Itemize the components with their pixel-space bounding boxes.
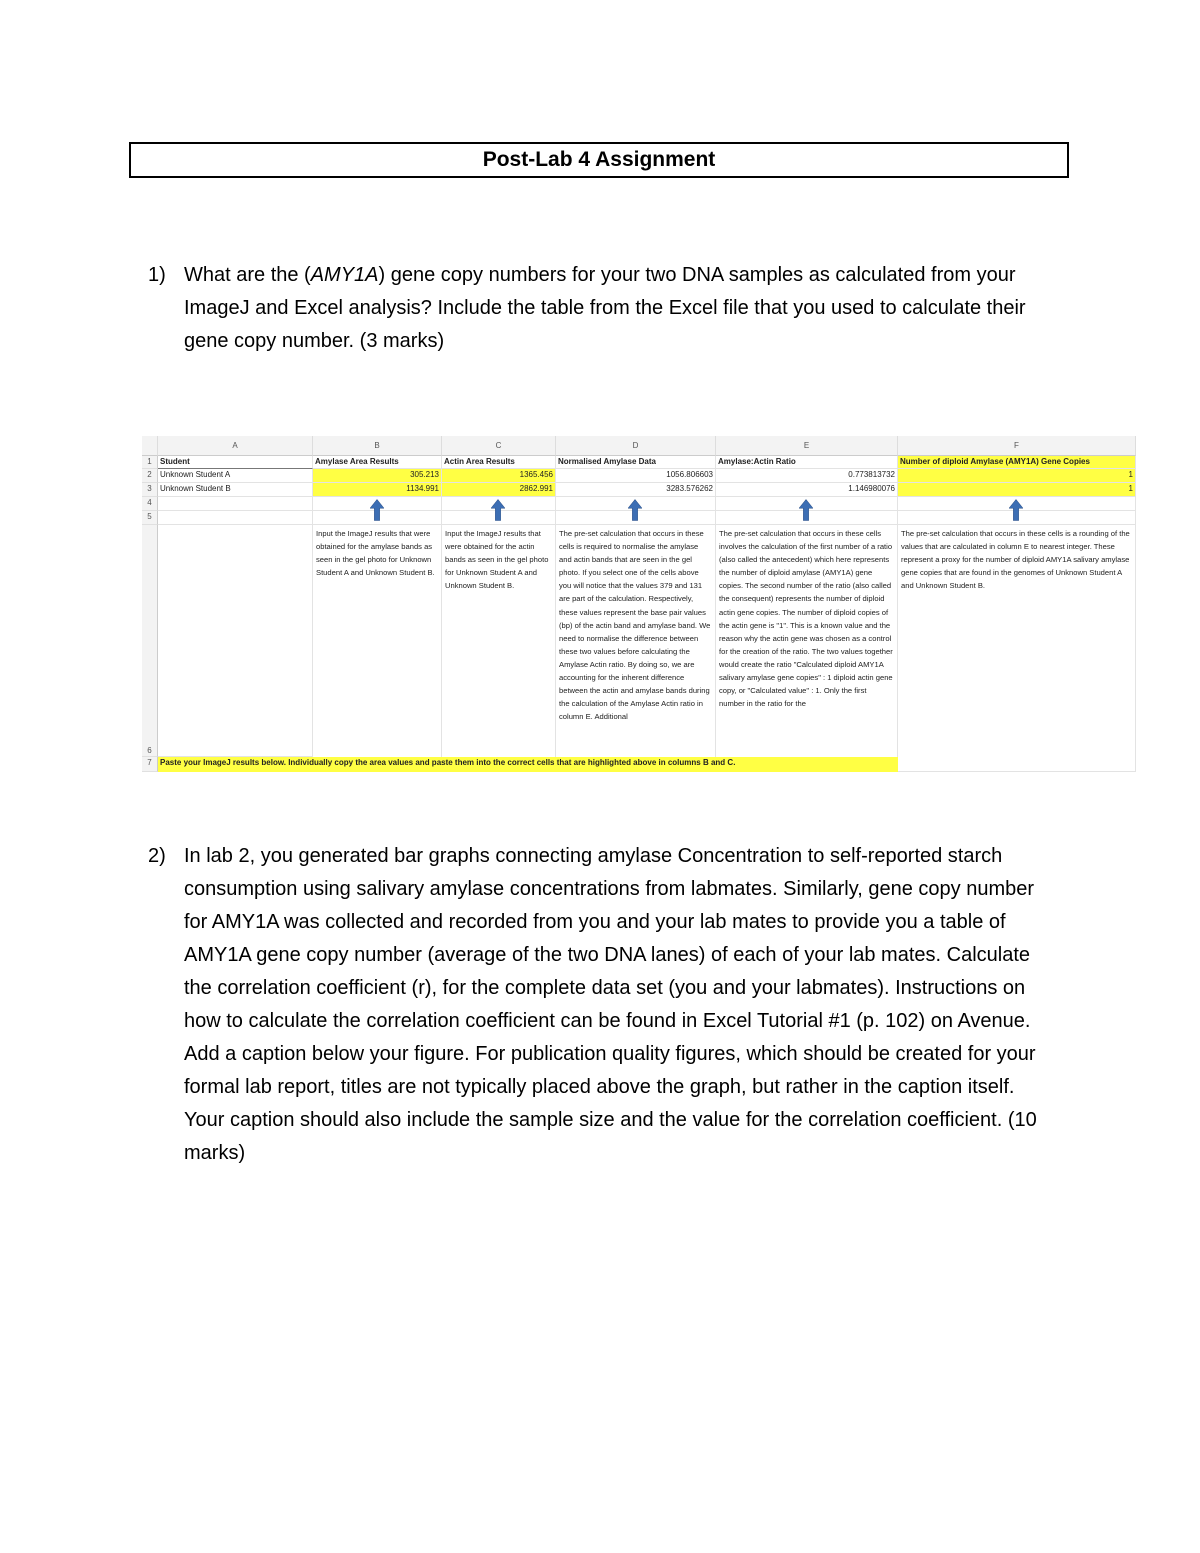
table-cell[interactable]: 1134.991 <box>313 483 442 497</box>
question-2 <box>148 840 1058 1170</box>
empty-cell[interactable] <box>158 525 313 757</box>
column-header-a[interactable]: A <box>158 436 313 456</box>
row-number[interactable]: 2 <box>142 469 158 483</box>
question-number: 1) <box>148 264 166 286</box>
up-arrow-icon <box>491 499 505 521</box>
row-number[interactable]: 3 <box>142 483 158 497</box>
column-header-f[interactable]: F <box>898 436 1136 456</box>
question-number: 2) <box>148 845 166 867</box>
empty-cell[interactable] <box>898 757 1136 772</box>
table-cell[interactable]: 1056.806603 <box>556 469 716 483</box>
description-cell[interactable]: Input the ImageJ results that were obtained for the amylase bands as seen in the gel photo for Unknown Student A and Unknown Student B. <box>313 525 442 757</box>
spreadsheet-screenshot <box>142 436 1136 772</box>
up-arrow-icon <box>1009 499 1023 521</box>
header-cell[interactable]: Student <box>158 456 313 469</box>
column-header-b[interactable]: B <box>313 436 442 456</box>
column-header-e[interactable]: E <box>716 436 898 456</box>
description-cell[interactable]: The pre-set calculation that occurs in these cells involves the calculation of the first number of a ratio (also called the antecedent) which here represents the number of diploid amylase (AMY1A) gene copies. The second number of the ratio (also called the consequent) represents the number of diploid actin gene copies. The number of diploid copies of the actin gene is "1". This is a known value and the reason why the actin gene was chosen as a control for the creation of the ratio. The two values together would create the ratio "Calculated diploid AMY1A salivary amylase gene copies" : 1 diploid actin gene copy, or "Calculated value" : 1. Only the first number in the ratio for the <box>716 525 898 757</box>
header-cell[interactable]: Amylase Area Results <box>313 456 442 469</box>
row-number[interactable]: 4 <box>142 497 158 511</box>
table-cell[interactable]: 2862.991 <box>442 483 556 497</box>
empty-cell[interactable] <box>158 511 313 525</box>
description-cell[interactable]: Input the ImageJ results that were obtained for the actin bands as seen in the gel photo for Unknown Student A and Unknown Student B. <box>442 525 556 757</box>
question-text: In lab 2, you generated bar graphs connecting amylase Concentration to self-reported starch consumption using salivary amylase concentrations from labmates. Similarly, gene copy number for AMY1A was collected and recorded from you and your lab mates to provide you a table of AMY1A gene copy number (average of the two DNA lanes) of each of your lab mates. Calculate the correlation coefficient (r), for the complete data set (you and your labmates). Instructions on how to calculate the correlation coefficient can be found in Excel Tutorial #1 (p. 102) on Avenue. Add a caption below your figure. For publication quality figures, which should be created for your formal lab report, titles are not typically placed above the graph, but rather in the caption itself. Your caption should also include the sample size and the value for the correlation coefficient. (10 marks) <box>184 845 1037 1164</box>
row-number[interactable]: 6 <box>142 525 158 757</box>
table-cell[interactable]: 1 <box>898 469 1136 483</box>
up-arrow-icon <box>799 499 813 521</box>
assignment-title <box>129 142 1069 178</box>
header-cell[interactable]: Number of diploid Amylase (AMY1A) Gene Copies <box>898 456 1136 469</box>
description-cell[interactable]: The pre-set calculation that occurs in these cells is a rounding of the values that are calculated in column E to nearest integer. These represent a proxy for the number of diploid AMY1A salivary amylase gene copies that are found in the genomes of Unknown Student A and Unknown Student B. <box>898 525 1136 757</box>
paste-instruction-cell[interactable]: Paste your ImageJ results below. Individually copy the area values and paste them into the correct cells that are highlighted above in columns B and C. <box>158 757 898 772</box>
page-title: Post-Lab 4 Assignment <box>482 148 716 171</box>
up-arrow-icon <box>370 499 384 521</box>
table-cell[interactable]: 1365.456 <box>442 469 556 483</box>
question-1 <box>148 259 1058 358</box>
row-number[interactable]: 1 <box>142 456 158 469</box>
header-cell[interactable]: Actin Area Results <box>442 456 556 469</box>
column-header-c[interactable]: C <box>442 436 556 456</box>
table-cell[interactable]: 305.213 <box>313 469 442 483</box>
header-cell[interactable]: Amylase:Actin Ratio <box>716 456 898 469</box>
table-cell[interactable]: Unknown Student B <box>158 483 313 497</box>
header-cell[interactable]: Normalised Amylase Data <box>556 456 716 469</box>
question-text: What are the (AMY1A) gene copy numbers for your two DNA samples as calculated from your ImageJ and Excel analysis? Include the table from the Excel file that you used to calculate their gene copy number. (3 marks) <box>184 264 1026 352</box>
gene-name: AMY1A <box>310 264 379 286</box>
table-cell[interactable]: 3283.576262 <box>556 483 716 497</box>
corner-cell <box>142 436 158 456</box>
empty-cell[interactable] <box>158 497 313 511</box>
row-number[interactable]: 5 <box>142 511 158 525</box>
table-cell[interactable]: Unknown Student A <box>158 469 313 483</box>
up-arrow-icon <box>628 499 642 521</box>
row-number[interactable]: 7 <box>142 757 158 772</box>
table-cell[interactable]: 0.773813732 <box>716 469 898 483</box>
table-cell[interactable]: 1 <box>898 483 1136 497</box>
table-cell[interactable]: 1.146980076 <box>716 483 898 497</box>
description-cell[interactable]: The pre-set calculation that occurs in these cells is required to normalise the amylase and actin bands that are seen in the gel photo. If you select one of the cells above you will notice that the values 379 and 131 are part of the calculation. Respectively, these values represent the base pair values (bp) of the actin band and amylase band. We need to normalise the difference between these two values before calculating the Amylase Actin ratio. By doing so, we are accounting for the inherent difference between the actin and amylase bands during the calculation of the Amylase Actin ratio in column E. Additional <box>556 525 716 757</box>
column-header-d[interactable]: D <box>556 436 716 456</box>
